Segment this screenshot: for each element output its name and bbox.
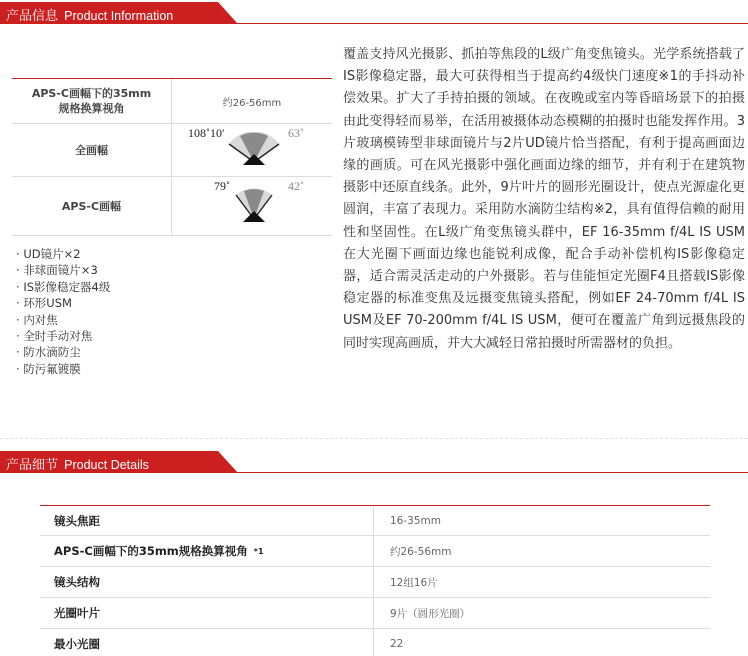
section-title-cn: 产品细节 <box>6 458 59 473</box>
details-label <box>40 536 374 566</box>
angle-wide-value: 108˚10′ <box>188 126 225 140</box>
feature-item: · 全时手动对焦 <box>16 328 110 344</box>
details-label: 光圈叶片 <box>40 598 374 628</box>
details-value: 16-35mm <box>390 514 441 527</box>
details-value: 9片（圆形光圈） <box>390 607 471 620</box>
details-label: 最小光圈 <box>40 629 374 656</box>
details-value: 12组16片 <box>390 576 438 589</box>
details-value: 约26-56mm <box>390 545 452 558</box>
view-angle-icon <box>226 132 282 168</box>
angle-wide-value: 79˚ <box>214 179 230 193</box>
angle-tele-value: 63˚ <box>288 126 304 140</box>
details-row <box>40 598 710 629</box>
spec-row-apsc <box>12 177 332 236</box>
feature-item: · 非球面镜片×3 <box>16 262 110 278</box>
details-row <box>40 505 710 536</box>
feature-item: · IS影像稳定器4级 <box>16 279 110 295</box>
product-description: 覆盖支持风光摄影、抓拍等焦段的L级广角变焦镜头。光学系统搭载了IS影像稳定器，最大可获得相当于提高约4级快门速度※1的手抖动补偿效果。扩大了手持拍摄的领域。在夜晚或室内等昏暗场景下的拍摄由此变得轻而易举，在活用被摄体动态模糊的拍摄时也能发挥作用。3片玻璃模铸型非球面镜片与2片UD镜片恰当搭配，有利于提高画面边缘的画质。可在风光摄影中强化画面边缘的细节，并有利于在建筑物摄影中还原直线条。此外，9片叶片的圆形光圈设计，使点光源虚化更圆润，丰富了表现力。采用防水滴防尘结构※2，具有值得信赖的耐用性和坚固性。在L级广角变焦镜头群中，EF 16-35mm f/4L IS USM在大光圈下画面边缘也能锐利成像，配合手动补偿机构IS影像稳定器，适合需灵活走动的户外摄影。若与佳能恒定光圈F4且搭载IS影像稳定器的标准变焦及远摄变焦镜头搭配，例如EF 24-70mm f/4L IS USM及EF 70-200mm f/4L IS USM，便可在覆盖广角到远摄焦段的同时实现高画质，并大大减轻日常拍摄时所需器材的负担。 <box>343 47 745 351</box>
footnote-mark: *1 <box>253 546 264 556</box>
details-label: 镜头结构 <box>40 567 374 597</box>
angle-diagram-apsc <box>172 177 332 235</box>
spec-row-full-frame <box>12 124 332 177</box>
spec-label: APS-C画幅 <box>12 177 172 235</box>
divider <box>0 438 748 439</box>
details-label: 镜头焦距 <box>40 506 374 535</box>
details-row <box>40 536 710 567</box>
spec-label: 全画幅 <box>12 124 172 176</box>
spec-table <box>12 78 332 236</box>
section-header-product-details <box>0 451 748 473</box>
view-angle-icon <box>226 187 282 223</box>
feature-item: · UD镜片×2 <box>16 246 110 262</box>
details-label-text: APS-C画幅下的35mm规格换算视角 <box>54 544 248 558</box>
feature-item: · 防水滴防尘 <box>16 344 110 360</box>
section-header-product-info <box>0 2 748 24</box>
feature-item: · 防污氟镀膜 <box>16 361 110 377</box>
angle-diagram-full-frame <box>172 124 332 176</box>
section-title-en: Product Information <box>64 9 174 23</box>
section-title <box>6 454 149 473</box>
feature-item: · 环形USM <box>16 295 110 311</box>
feature-item: · 内对焦 <box>16 312 110 328</box>
details-row <box>40 629 710 656</box>
details-row <box>40 567 710 598</box>
section-title <box>6 5 173 24</box>
angle-tele-value: 42˚ <box>288 179 304 193</box>
spec-value: 约26-56mm <box>222 97 282 109</box>
section-title-cn: 产品信息 <box>6 9 59 24</box>
feature-list <box>16 246 110 377</box>
spec-row-equivalent <box>12 78 332 124</box>
spec-label: APS-C画幅下的35mm规格换算视角 <box>12 79 172 123</box>
details-value: 22 <box>390 638 404 650</box>
details-table <box>40 505 710 656</box>
section-title-en: Product Details <box>64 458 149 472</box>
